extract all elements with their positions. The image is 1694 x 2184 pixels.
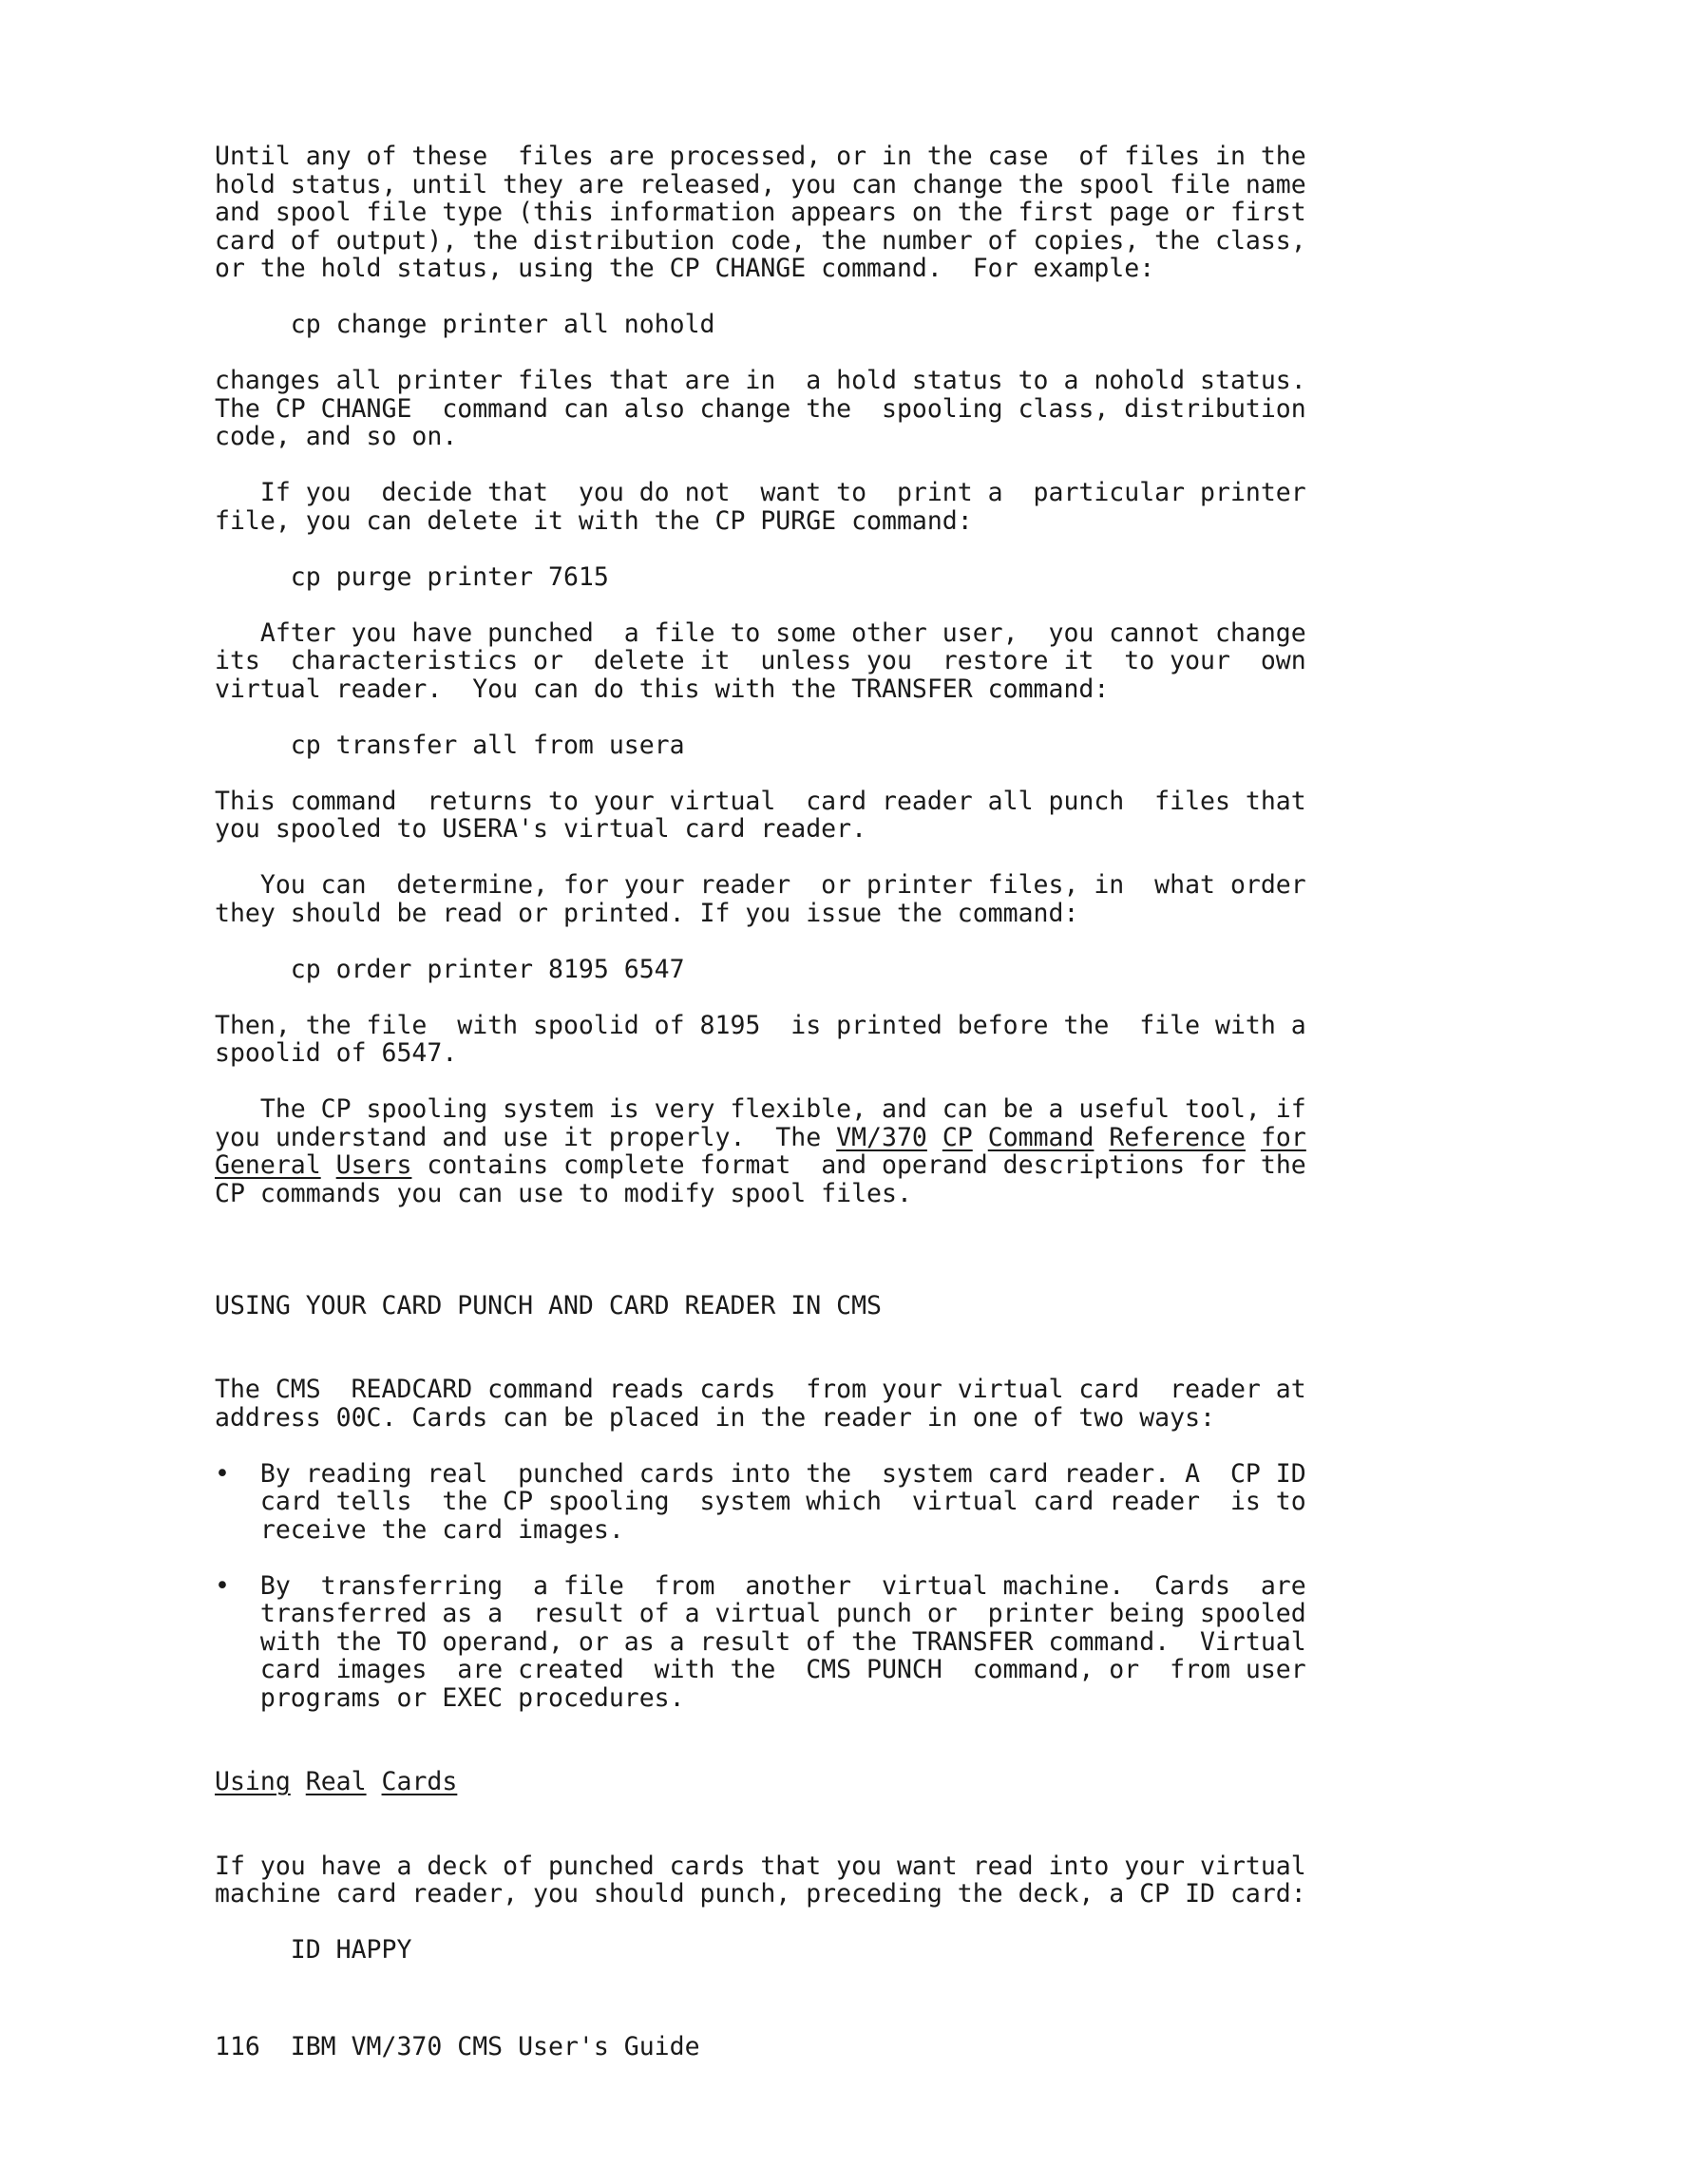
command-example-change: cp change printer all nohold (215, 310, 715, 339)
text-line: The CP CHANGE command can also change the spooling class, distribution (215, 393, 1306, 424)
text-line: This command returns to your virtual card reader all punch files that (215, 786, 1306, 816)
paragraph-order-explain (215, 1012, 1469, 1068)
command-example-purge: cp purge printer 7615 (215, 561, 609, 592)
paragraph-transfer-explain (215, 788, 1469, 844)
text-line: machine card reader, you should punch, preceding the deck, a CP ID card: (215, 1879, 1306, 1909)
page-footer: 116 IBM VM/370 CMS User's Guide (215, 2032, 700, 2061)
text-line: card of output), the distribution code, the number of copies, the class, (215, 225, 1306, 256)
text-line: address 00C. Cards can be placed in the reader in one of two ways: (215, 1402, 1215, 1433)
command-example-id: ID HAPPY (215, 1935, 412, 1965)
text-line: The CMS READCARD command reads cards from your virtual card reader at (215, 1375, 1306, 1404)
paragraph-id-card (215, 1852, 1469, 1909)
reference-title-word: Command (987, 1122, 1094, 1152)
bullet-item-real-cards (215, 1460, 1469, 1545)
paragraph-change-explain (215, 367, 1469, 451)
heading-word: Using (215, 1767, 291, 1796)
text-line: file, you can delete it with the CP PURGE command: (215, 505, 973, 536)
text-line: If you decide that you do not want to print a particular printer (215, 478, 1306, 507)
paragraph-readcard (215, 1376, 1469, 1432)
paragraph-spooling-summary (215, 1095, 1469, 1207)
text-line: You can determine, for your reader or printer files, in what order (215, 870, 1306, 900)
text-line: After you have punched a file to some other user, you cannot change (215, 617, 1306, 648)
text-line: they should be read or printed. If you issue the command: (215, 898, 1079, 928)
text-line (215, 1124, 1469, 1152)
text-line: its characteristics or delete it unless you restore it to your own (215, 646, 1306, 675)
text-line: hold status, until they are released, you can change the spool file name (215, 169, 1306, 199)
paragraph-order (215, 871, 1469, 927)
text-line: • By transferring a file from another virtual machine. Cards are (215, 1570, 1306, 1601)
paragraph-transfer (215, 619, 1469, 704)
text-line: or the hold status, using the CP CHANGE command. For example: (215, 254, 1155, 283)
reference-title-word: General (215, 1150, 321, 1180)
paragraph-change-intro (215, 142, 1469, 283)
subsection-heading (215, 1768, 1469, 1796)
bullet-item-transfer-file (215, 1572, 1469, 1713)
reference-title-word: CP (942, 1122, 973, 1152)
reference-title-word: Users (335, 1150, 412, 1180)
paragraph-purge (215, 479, 1469, 535)
command-example-order: cp order printer 8195 6547 (215, 954, 685, 984)
text-line (215, 1151, 1469, 1180)
text-line: transferred as a result of a virtual punch or printer being spooled (215, 1599, 1306, 1628)
text-line: you spooled to USERA's virtual card reader. (215, 814, 867, 844)
text-line: If you have a deck of punched cards that you want read into your virtual (215, 1851, 1306, 1881)
text-line: Until any of these files are processed, or in the case of files in the (215, 142, 1306, 171)
text-line: receive the card images. (215, 1514, 624, 1545)
text-line: virtual reader. You can do this with the TRANSFER command: (215, 674, 1110, 704)
text-line: CP commands you can use to modify spool files. (215, 1178, 912, 1208)
text-fragment: you understand and use it properly. The (215, 1122, 837, 1152)
document-body (215, 142, 1469, 1965)
text-line: with the TO operand, or as a result of the TRANSFER command. Virtual (215, 1626, 1306, 1657)
reference-title-word: VM/370 (836, 1122, 927, 1152)
heading-word: Cards (381, 1767, 458, 1796)
text-fragment: contains complete format and operand descriptions for the (411, 1150, 1306, 1180)
text-line: changes all printer files that are in a hold status to a nohold status. (215, 366, 1306, 395)
text-line: card images are created with the CMS PUNCH command, or from user (215, 1655, 1306, 1684)
text-line: and spool file type (this information appears on the first page or first (215, 198, 1306, 227)
text-line: • By reading real punched cards into the system card reader. A CP ID (215, 1458, 1306, 1489)
section-heading: USING YOUR CARD PUNCH AND CARD READER IN CMS (215, 1290, 882, 1320)
reference-title-word: Reference (1109, 1122, 1246, 1152)
text-line: The CP spooling system is very flexible, and can be a useful tool, if (215, 1094, 1306, 1124)
heading-word: Real (305, 1767, 367, 1796)
text-line: spoolid of 6547. (215, 1038, 458, 1068)
text-line: programs or EXEC procedures. (215, 1682, 685, 1713)
text-line: card tells the CP spooling system which virtual card reader is to (215, 1487, 1306, 1516)
command-example-transfer: cp transfer all from usera (215, 730, 685, 760)
text-line: code, and so on. (215, 422, 458, 451)
text-line: Then, the file with spoolid of 8195 is printed before the file with a (215, 1010, 1306, 1040)
reference-title-word: for (1260, 1122, 1306, 1152)
